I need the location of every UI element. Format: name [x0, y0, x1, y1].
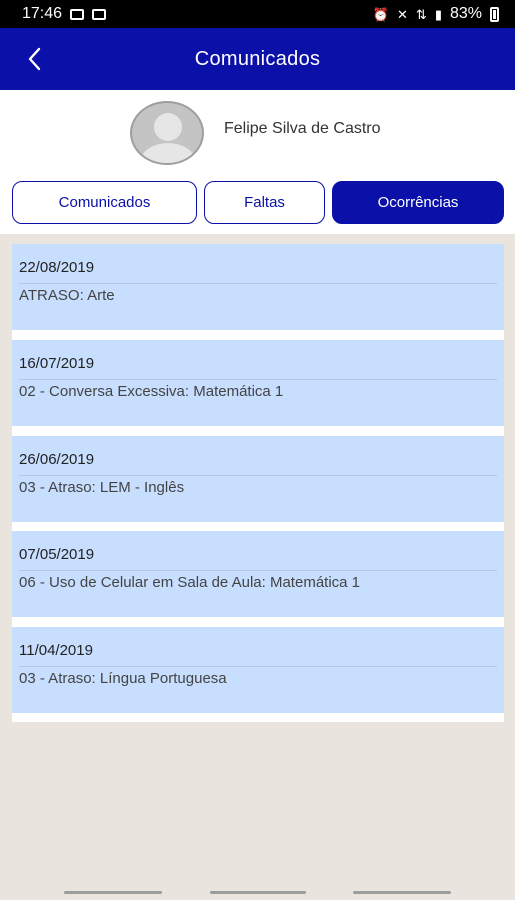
- card-divider: [19, 379, 497, 380]
- occurrence-description: 03 - Atraso: Língua Portuguesa: [19, 670, 227, 687]
- status-right: [373, 5, 499, 23]
- occurrence-date: 22/08/2019: [19, 259, 95, 276]
- occurrence-item[interactable]: [12, 531, 504, 617]
- card-divider: [19, 666, 497, 667]
- tab-faltas[interactable]: Faltas: [204, 181, 325, 224]
- nav-home-button[interactable]: [210, 891, 306, 894]
- occurrence-item[interactable]: [12, 627, 504, 713]
- user-avatar-icon: [130, 101, 204, 165]
- profile-section: [0, 90, 515, 234]
- occurrence-date: 16/07/2019: [19, 355, 95, 372]
- occurrence-item[interactable]: [12, 244, 504, 330]
- occurrence-item[interactable]: [12, 436, 504, 522]
- status-time: 17:46: [22, 5, 63, 22]
- image-icon: [70, 9, 84, 20]
- occurrence-date: 11/04/2019: [19, 642, 93, 659]
- status-bar: [0, 0, 515, 28]
- occurrence-description: 02 - Conversa Excessiva: Matemática 1: [19, 383, 284, 400]
- card-divider: [19, 283, 497, 284]
- page-title: Comunicados: [194, 47, 321, 70]
- occurrence-item[interactable]: [12, 340, 504, 426]
- nav-recent-button[interactable]: [64, 891, 162, 894]
- back-button[interactable]: [18, 42, 52, 76]
- occurrence-description: 03 - Atraso: LEM - Inglês: [19, 479, 185, 496]
- battery-icon: [490, 7, 499, 22]
- card-icon: [92, 9, 106, 20]
- battery-level: 83%: [449, 5, 482, 22]
- wifi-icon: ⇅: [415, 6, 427, 22]
- occurrence-date: 26/06/2019: [19, 451, 95, 468]
- chevron-left-icon: [25, 46, 45, 72]
- system-nav-bar: [0, 886, 515, 900]
- nav-back-button[interactable]: [353, 891, 451, 894]
- occurrence-description: ATRASO: Arte: [19, 287, 115, 304]
- signal-icon: ▮: [434, 6, 442, 22]
- tab-bar: [0, 181, 515, 225]
- tab-comunicados[interactable]: Comunicados: [12, 181, 197, 224]
- student-name: Felipe Silva de Castro: [224, 120, 381, 137]
- card-divider: [19, 570, 497, 571]
- avatar-head: [154, 113, 182, 141]
- alarm-icon: ⏰: [372, 6, 389, 22]
- tab-ocorrencias[interactable]: Ocorrências: [332, 181, 504, 224]
- mute-icon: ✕: [397, 6, 408, 22]
- occurrence-list-area: [0, 234, 515, 886]
- occurrence-date: 07/05/2019: [19, 546, 95, 563]
- occurrence-list[interactable]: [12, 244, 504, 722]
- occurrence-description: 06 - Uso de Celular em Sala de Aula: Matemática 1: [19, 574, 361, 591]
- card-divider: [19, 475, 497, 476]
- status-left: [22, 5, 106, 23]
- avatar-body: [140, 143, 196, 165]
- app-bar: [0, 28, 515, 90]
